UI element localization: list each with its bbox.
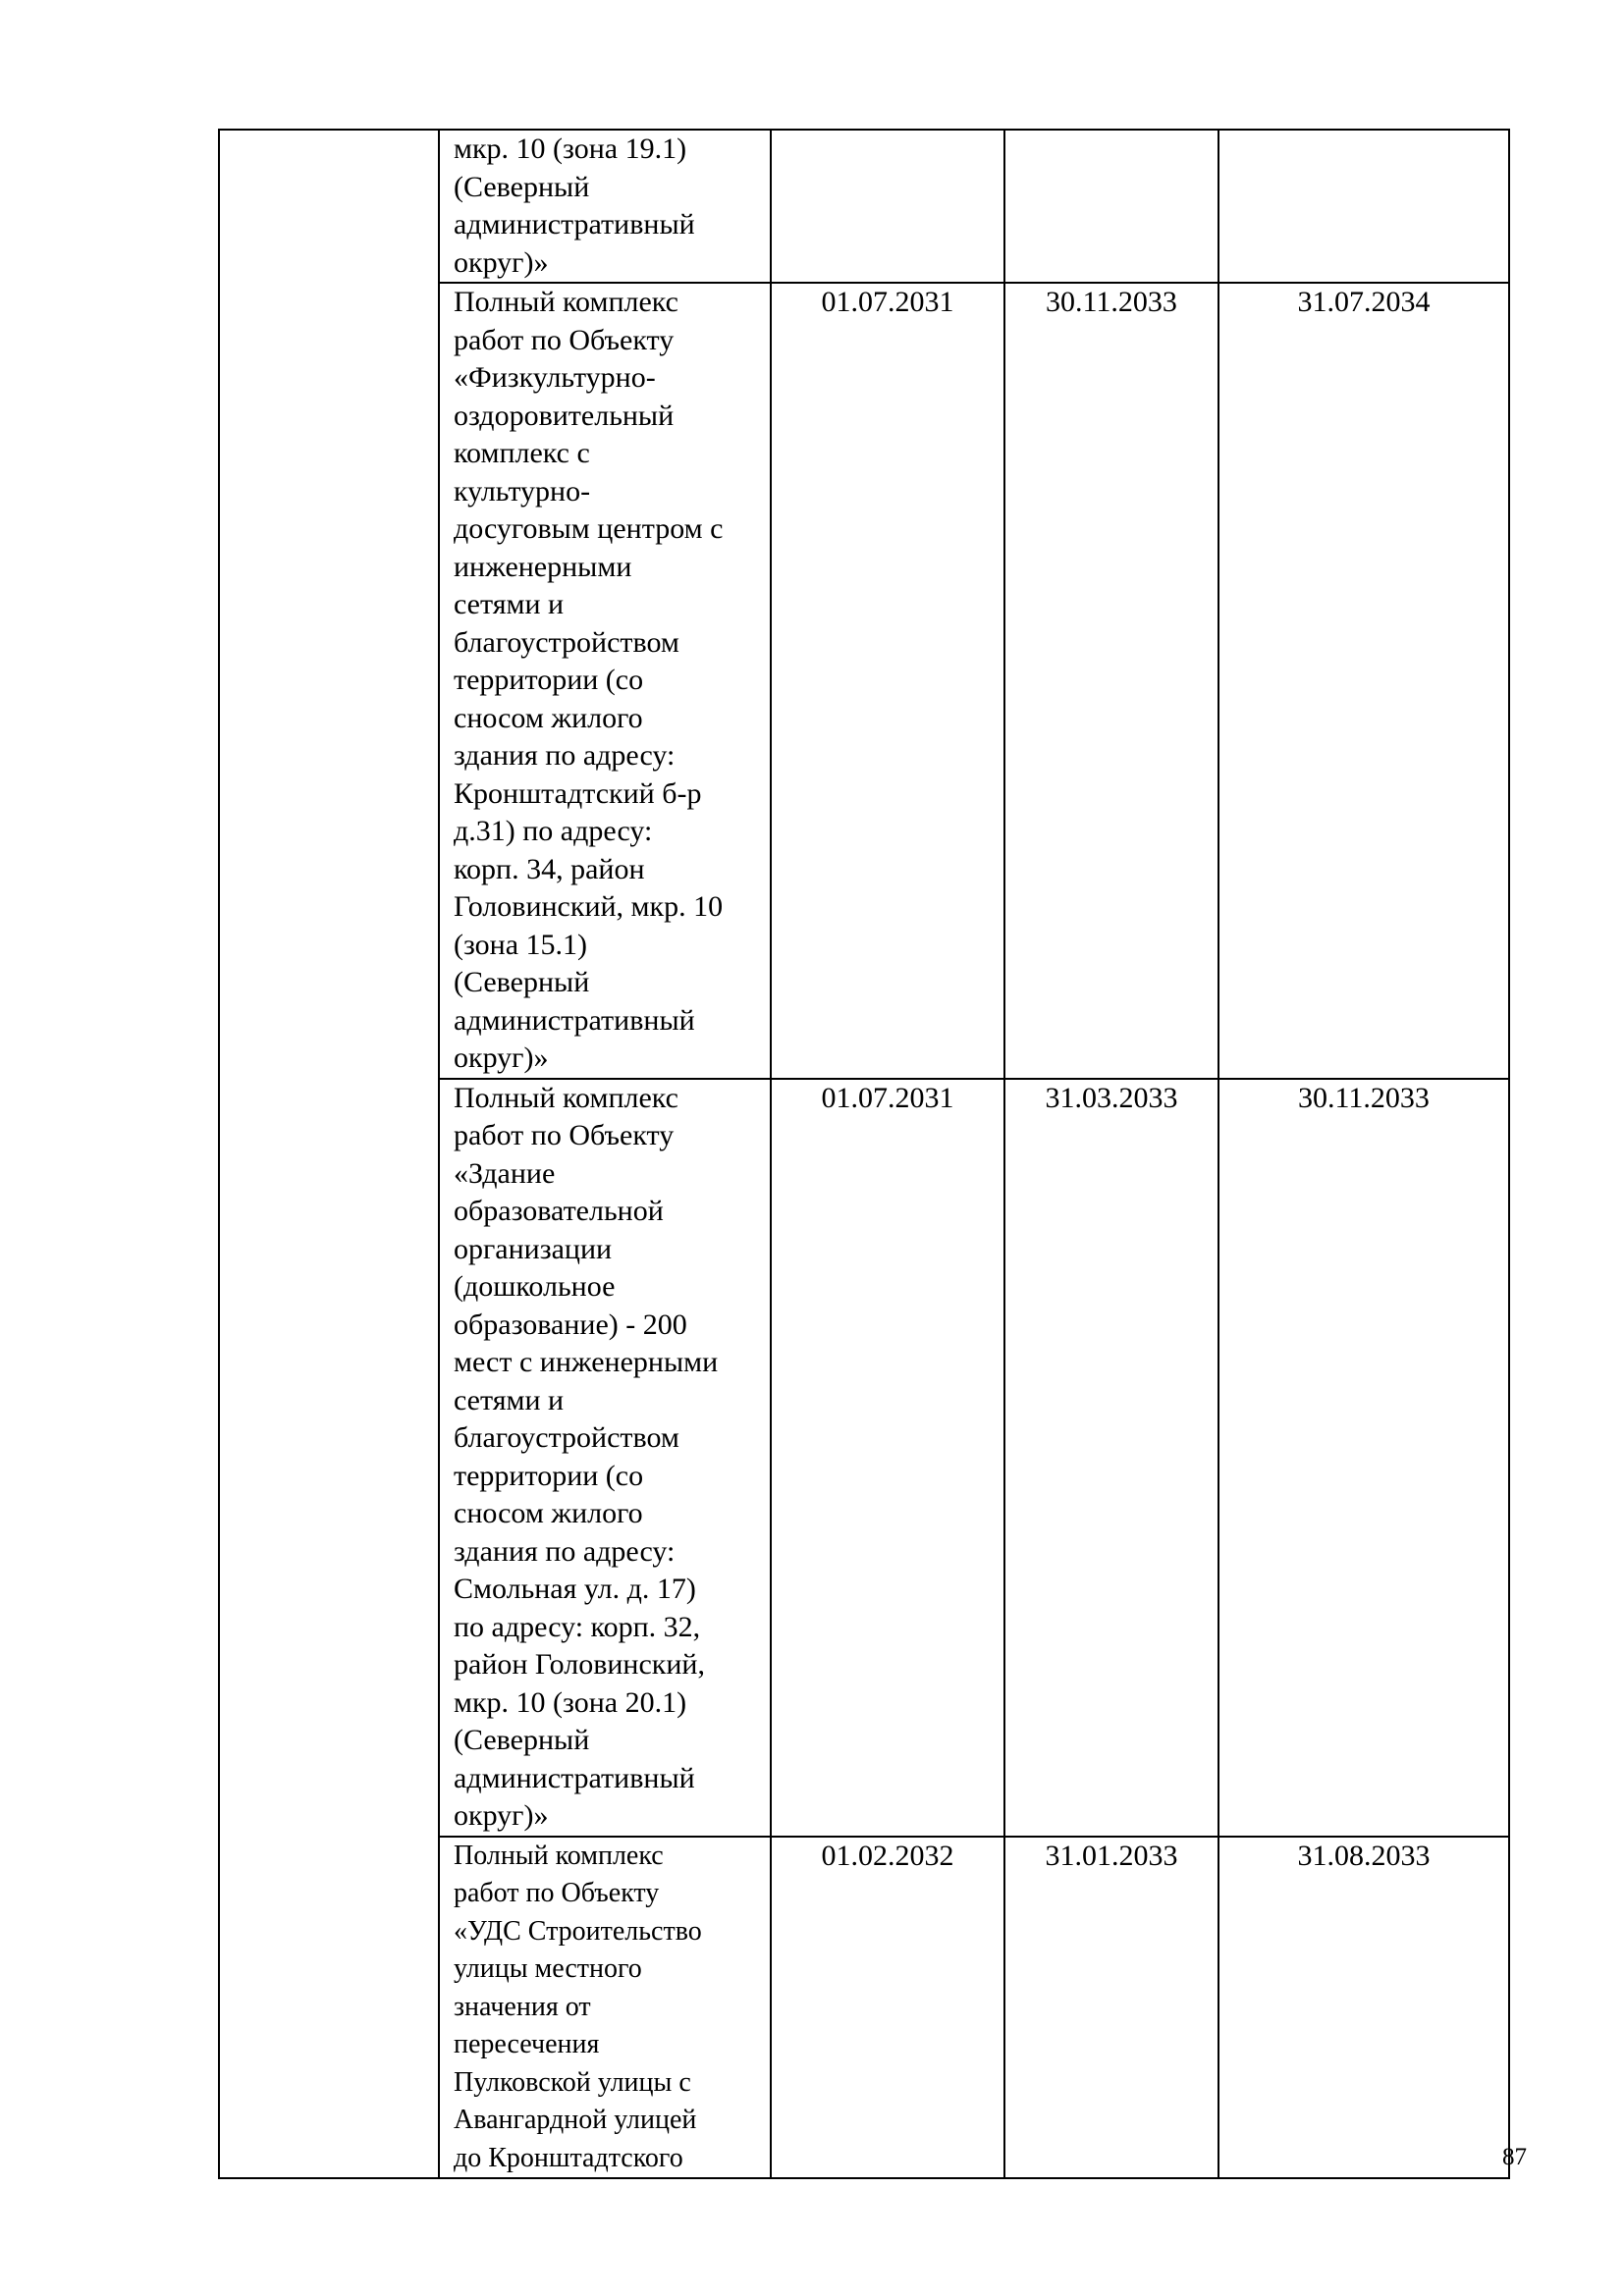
table-row xyxy=(219,130,1509,283)
end-date-cell xyxy=(1218,130,1509,283)
start-date-cell: 01.07.2031 xyxy=(771,1079,1004,1837)
end-date-cell: 31.07.2034 xyxy=(1218,283,1509,1079)
end-date-cell: 30.11.2033 xyxy=(1218,1079,1509,1837)
start-date-cell: 01.02.2032 xyxy=(771,1837,1004,2179)
work-description-cell: Полный комплекс работ по Объекту «Физкультурно- оздоровительный комплекс с культурно- досуговым центром с инженерными сетями и благоустройством территории (со сносом жилого здания по адресу: Кронштадтский б-р д.31) по адресу: корп. 34, район Головинский, мкр. 10 (зона 15.1) (Северный административный округ)» xyxy=(439,283,771,1079)
start-date-cell xyxy=(771,130,1004,283)
intermediate-date-cell: 30.11.2033 xyxy=(1004,283,1218,1079)
work-description-cell: мкр. 10 (зона 19.1) (Северный административный округ)» xyxy=(439,130,771,283)
intermediate-date-cell: 31.01.2033 xyxy=(1004,1837,1218,2179)
work-description-cell: Полный комплекс работ по Объекту «Здание образовательной организации (дошкольное образование) - 200 мест с инженерными сетями и благоустройством территории (со сносом жилого здания по адресу: Смольная ул. д. 17) по адресу: корп. 32, район Головинский, мкр. 10 (зона 20.1) (Северный административный округ)» xyxy=(439,1079,771,1837)
end-date-cell: 31.08.2033 xyxy=(1218,1837,1509,2179)
intermediate-date-cell: 31.03.2033 xyxy=(1004,1079,1218,1837)
page-number: 87 xyxy=(1502,2144,1527,2170)
work-description-cell: Полный комплекс работ по Объекту «УДС Строительство улицы местного значения от пересечения Пулковской улицы с Авангардной улицей до Кронштадтского xyxy=(439,1837,771,2179)
intermediate-date-cell xyxy=(1004,130,1218,283)
empty-first-column-cell xyxy=(219,130,439,2178)
works-schedule-table xyxy=(218,129,1510,2179)
start-date-cell: 01.07.2031 xyxy=(771,283,1004,1079)
